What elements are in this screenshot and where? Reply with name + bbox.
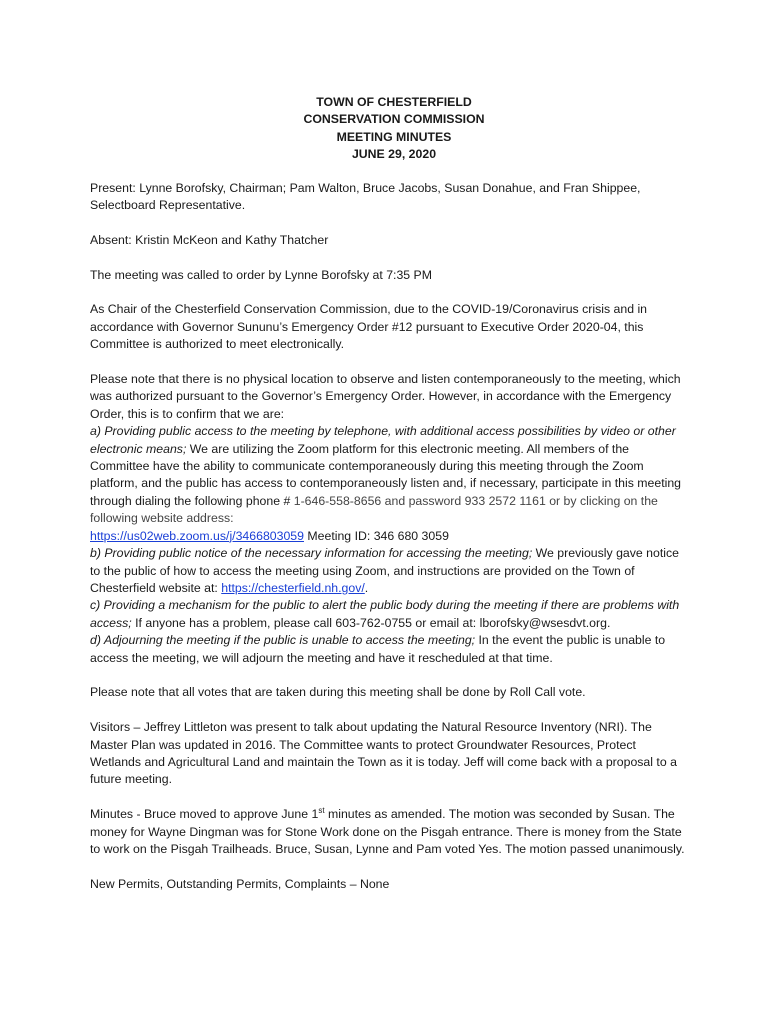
notice-item-c-text: If anyone has a problem, please call 603-762-0755 or email at: lborofsky@wsesdvt.org. bbox=[131, 615, 611, 630]
notice-phone-text: 1-646-558-8656 and password 933 2572 1161 or by clicking on the following website address: bbox=[90, 493, 658, 526]
chair-statement-paragraph: As Chair of the Chesterfield Conservation Commission, due to the COVID-19/Coronavirus crisis and in accordance with Governor Sununu’s Emergency Order #12 pursuant to Executive Order 2020-04, this Committee is authorized to meet electronically. bbox=[90, 302, 648, 352]
town-website-link[interactable]: https://chesterfield.nh.gov/ bbox=[221, 580, 365, 595]
call-to-order-paragraph: The meeting was called to order by Lynne Borofsky at 7:35 PM bbox=[90, 267, 432, 282]
notice-item-c-heading: c) Providing a mechanism for the public to alert the public body during the meeting if there are problems with access; bbox=[90, 598, 680, 630]
visitors-paragraph: Visitors – Jeffrey Littleton was present to talk about updating the Natural Resource Inventory (NRI). The Master Plan was updated in 2016. The Committee wants to protect Groundwater Resources, Protect Wetlands and Agricultural Land and maintain the Town as it is today. Jeff will come back with a proposal to a future meeting. bbox=[90, 720, 677, 787]
meeting-id: Meeting ID: 346 680 3059 bbox=[303, 528, 449, 543]
header-commission: CONSERVATION COMMISSION bbox=[303, 112, 485, 127]
notice-paragraph bbox=[90, 371, 690, 667]
document-header bbox=[90, 94, 690, 164]
minutes-part2: minutes as amended. The motion was seconded by Susan. The money for Wayne Dingman was for Stone Work done on the Pisgah entrance. There is money from the State to work on the Pisgah Trailheads. Bruce, Susan, Lynne and Pam voted Yes. The motion passed unanimously. bbox=[90, 807, 685, 856]
minutes-paragraph bbox=[90, 806, 690, 858]
roll-call-paragraph: Please note that all votes that are taken during this meeting shall be done by Roll Call vote. bbox=[90, 685, 586, 700]
header-date: JUNE 29, 2020 bbox=[351, 147, 437, 162]
notice-item-b-text: We previously gave notice to the public of how to access the meeting using Zoom, and instructions are provided on the Town of Chesterfield website at: bbox=[90, 546, 679, 595]
notice-item-a-text: We are utilizing the Zoom platform for this electronic meeting. All members of the Committee have the ability to communicate contemporaneously during this meeting through the Zoom platform, and the public has access to contemporaneously listen and, if necessary, participate in this meeting through dialing the following phone # bbox=[90, 441, 682, 508]
present-paragraph: Present: Lynne Borofsky, Chairman; Pam Walton, Bruce Jacobs, Susan Donahue, and Fran Shippee, Selectboard Representative. bbox=[90, 180, 641, 213]
notice-intro: Please note that there is no physical location to observe and listen contemporaneously to the meeting, which was authorized pursuant to the Governor’s Emergency Order. However, in accordance with the Emergency Order, this is to confirm that we are: bbox=[90, 372, 681, 421]
notice-item-a-heading: a) Providing public access to the meeting by telephone, with additional access possibilities by video or other electronic means; bbox=[90, 424, 676, 456]
notice-item-d-text: In the event the public is unable to access the meeting, we will adjourn the meeting and have it rescheduled at that time. bbox=[90, 633, 666, 665]
notice-item-b-heading: b) Providing public notice of the necessary information for accessing the meeting; bbox=[90, 546, 533, 561]
absent-paragraph: Absent: Kristin McKeon and Kathy Thatcher bbox=[90, 232, 329, 247]
notice-item-b-end: . bbox=[364, 580, 369, 595]
header-town: TOWN OF CHESTERFIELD bbox=[316, 95, 472, 109]
header-title: MEETING MINUTES bbox=[336, 129, 452, 144]
permits-paragraph: New Permits, Outstanding Permits, Complaints – None bbox=[90, 876, 390, 891]
document-page bbox=[90, 94, 690, 911]
zoom-link[interactable]: https://us02web.zoom.us/j/3466803059 bbox=[90, 528, 304, 543]
minutes-ordinal-suffix: st bbox=[318, 806, 325, 816]
minutes-part1: Minutes - Bruce moved to approve June 1 bbox=[90, 807, 319, 822]
notice-item-d-heading: d) Adjourning the meeting if the public is unable to access the meeting; bbox=[90, 633, 476, 648]
